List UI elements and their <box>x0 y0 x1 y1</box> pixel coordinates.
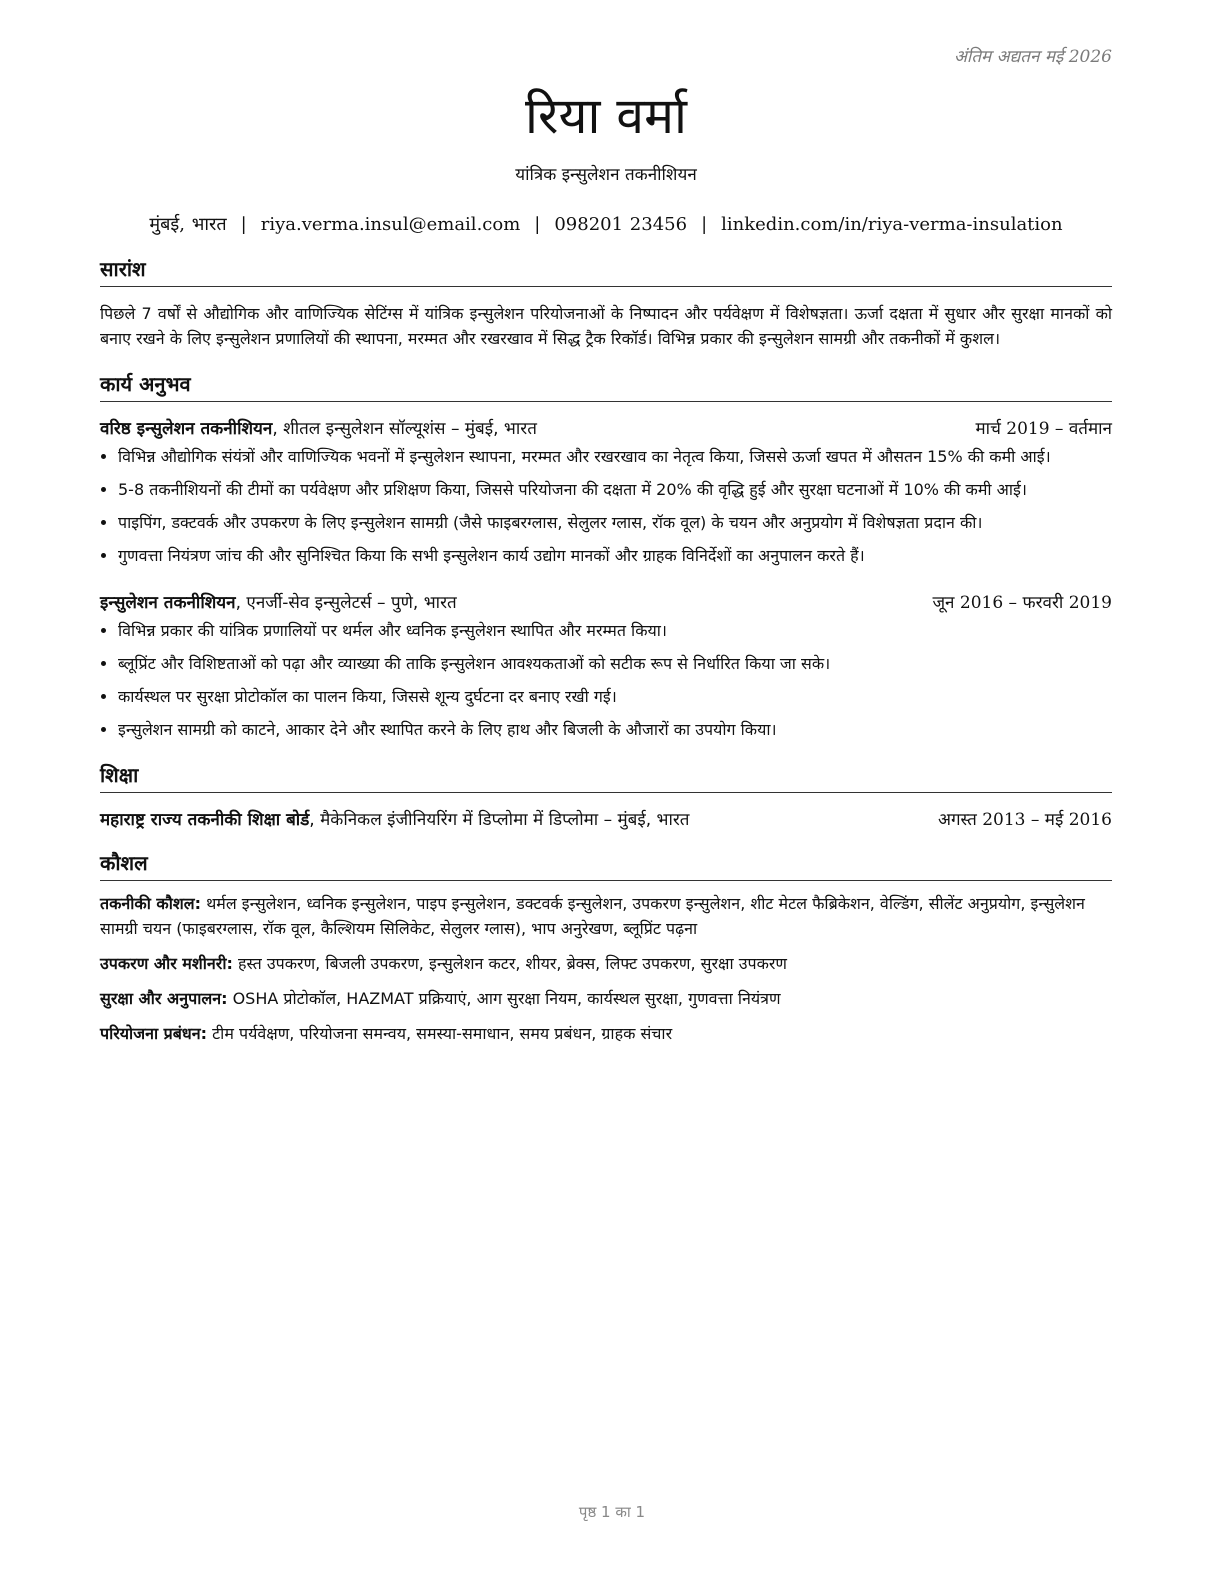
separator: | <box>701 214 708 235</box>
skill-group <box>100 891 1112 941</box>
experience-section <box>100 369 1112 742</box>
skill-group <box>100 1021 1112 1046</box>
education-section <box>100 760 1112 830</box>
job-company: , एनर्जी-सेव इन्सुलेटर्स – पुणे, भारत <box>235 593 457 613</box>
summary-heading: सारांश <box>100 254 1112 287</box>
separator: | <box>240 214 247 235</box>
job-role: वरिष्ठ इन्सुलेशन तकनीशियन <box>100 419 273 439</box>
skill-text: थर्मल इन्सुलेशन, ध्वनिक इन्सुलेशन, पाइप इन्सुलेशन, डक्टवर्क इन्सुलेशन, उपकरण इन्सुलेशन, शीट मेटल फैब्रिकेशन, वेल्डिंग, सीलेंट अनुप्रयोग, इन्सुलेशन सामग्री चयन (फाइबरग्लास, रॉक वूल, कैल्शियम सिलिकेट, सेलुलर ग्लास), भाप अनुरेखण, ब्लूप्रिंट पढ़ना <box>100 894 1085 938</box>
linkedin-link[interactable]: linkedin.com/in/riya-verma-insulation <box>721 214 1063 235</box>
job-bullets <box>100 444 1112 568</box>
job-header <box>100 590 1112 613</box>
page-number: पृष्ठ 1 का 1 <box>578 1503 646 1521</box>
list-item: • 5-8 तकनीशियनों की टीमों का पर्यवेक्षण और प्रशिक्षण किया, जिससे परियोजना की दक्षता में 20% की वृद्धि हुई और सुरक्षा घटनाओं में 10% की कमी आई। <box>118 477 1112 502</box>
candidate-title: यांत्रिक इन्सुलेशन तकनीशियन <box>515 165 697 185</box>
list-item: • गुणवत्ता नियंत्रण जांच की और सुनिश्चित किया कि सभी इन्सुलेशन कार्य उद्योग मानकों और ग्राहक विनिर्देशों का अनुपालन करते हैं। <box>118 543 1112 568</box>
job-dates: मार्च 2019 – वर्तमान <box>975 419 1112 439</box>
skill-label: उपकरण और मशीनरी: <box>100 954 233 973</box>
education-heading: शिक्षा <box>100 760 1112 793</box>
skill-label: सुरक्षा और अनुपालन: <box>100 989 228 1008</box>
skill-label: परियोजना प्रबंधन: <box>100 1024 208 1043</box>
last-updated: अंतिम अद्यतन मई 2026 <box>953 47 1112 67</box>
list-item: • विभिन्न औद्योगिक संयंत्रों और वाणिज्यिक भवनों में इन्सुलेशन स्थापना, मरम्मत और रखरखाव का नेतृत्व किया, जिससे ऊर्जा खपत में औसतन 15% की कमी आई। <box>118 444 1112 469</box>
skill-text: हस्त उपकरण, बिजली उपकरण, इन्सुलेशन कटर, शीयर, ब्रेक्स, लिफ्ट उपकरण, सुरक्षा उपकरण <box>232 954 787 973</box>
skill-group <box>100 951 1112 976</box>
list-item: • विभिन्न प्रकार की यांत्रिक प्रणालियों पर थर्मल और ध्वनिक इन्सुलेशन स्थापित और मरम्मत किया। <box>118 618 1112 643</box>
separator: | <box>534 214 541 235</box>
phone: 098201 23456 <box>554 214 688 235</box>
experience-heading: कार्य अनुभव <box>100 369 1112 402</box>
job-entry <box>100 590 1112 742</box>
skills-section <box>100 848 1112 1046</box>
summary-text: पिछले 7 वर्षों से औद्योगिक और वाणिज्यिक सेटिंग्स में यांत्रिक इन्सुलेशन परियोजनाओं के निष्पादन और पर्यवेक्षण में विशेषज्ञता। ऊर्जा दक्षता में सुधार और सुरक्षा मानकों को बनाए रखने के लिए इन्सुलेशन प्रणालियों की स्थापना, मरम्मत और रखरखाव में सिद्ध ट्रैक रिकॉर्ड। विभिन्न प्रकार की इन्सुलेशन सामग्री और तकनीकों में कुशल। <box>100 304 1112 348</box>
skill-group <box>100 986 1112 1011</box>
skill-text: OSHA प्रोटोकॉल, HAZMAT प्रक्रियाएं, आग सुरक्षा नियम, कार्यस्थल सुरक्षा, गुणवत्ता नियंत्रण <box>227 989 781 1008</box>
job-role: इन्सुलेशन तकनीशियन <box>100 593 236 613</box>
list-item: • ब्लूप्रिंट और विशिष्टताओं को पढ़ा और व्याख्या की ताकि इन्सुलेशन आवश्यकताओं को सटीक रूप से निर्धारित किया जा सके। <box>118 651 1112 676</box>
institution: महाराष्ट्र राज्य तकनीकी शिक्षा बोर्ड <box>100 810 310 830</box>
list-item: • इन्सुलेशन सामग्री को काटने, आकार देने और स्थापित करने के लिए हाथ और बिजली के औजारों का उपयोग किया। <box>118 717 1112 742</box>
skill-label: तकनीकी कौशल: <box>100 894 201 913</box>
job-header <box>100 416 1112 439</box>
candidate-name: रिया वर्मा <box>525 87 687 145</box>
email-link[interactable]: riya.verma.insul@email.com <box>260 214 521 235</box>
education-entry <box>100 807 1112 830</box>
education-detail: , मैकेनिकल इंजीनियरिंग में डिप्लोमा में डिप्लोमा – मुंबई, भारत <box>309 810 690 830</box>
job-dates: जून 2016 – फरवरी 2019 <box>932 593 1112 613</box>
skills-heading: कौशल <box>100 848 1112 881</box>
list-item: • कार्यस्थल पर सुरक्षा प्रोटोकॉल का पालन किया, जिससे शून्य दुर्घटना दर बनाए रखी गई। <box>118 684 1112 709</box>
job-company: , शीतल इन्सुलेशन सॉल्यूशंस – मुंबई, भारत <box>272 419 537 439</box>
contact-line <box>100 212 1112 236</box>
job-entry <box>100 416 1112 568</box>
education-dates: अगस्त 2013 – मई 2016 <box>937 810 1112 830</box>
job-bullets <box>100 618 1112 742</box>
location: मुंबई, भारत <box>149 214 227 235</box>
list-item: • पाइपिंग, डक्टवर्क और उपकरण के लिए इन्सुलेशन सामग्री (जैसे फाइबरग्लास, सेलुलर ग्लास, रॉक वूल) के चयन और अनुप्रयोग में विशेषज्ञता प्रदान की। <box>118 510 1112 535</box>
summary-section <box>100 254 1112 351</box>
skill-text: टीम पर्यवेक्षण, परियोजना समन्वय, समस्या-समाधान, समय प्रबंधन, ग्राहक संचार <box>207 1024 673 1043</box>
